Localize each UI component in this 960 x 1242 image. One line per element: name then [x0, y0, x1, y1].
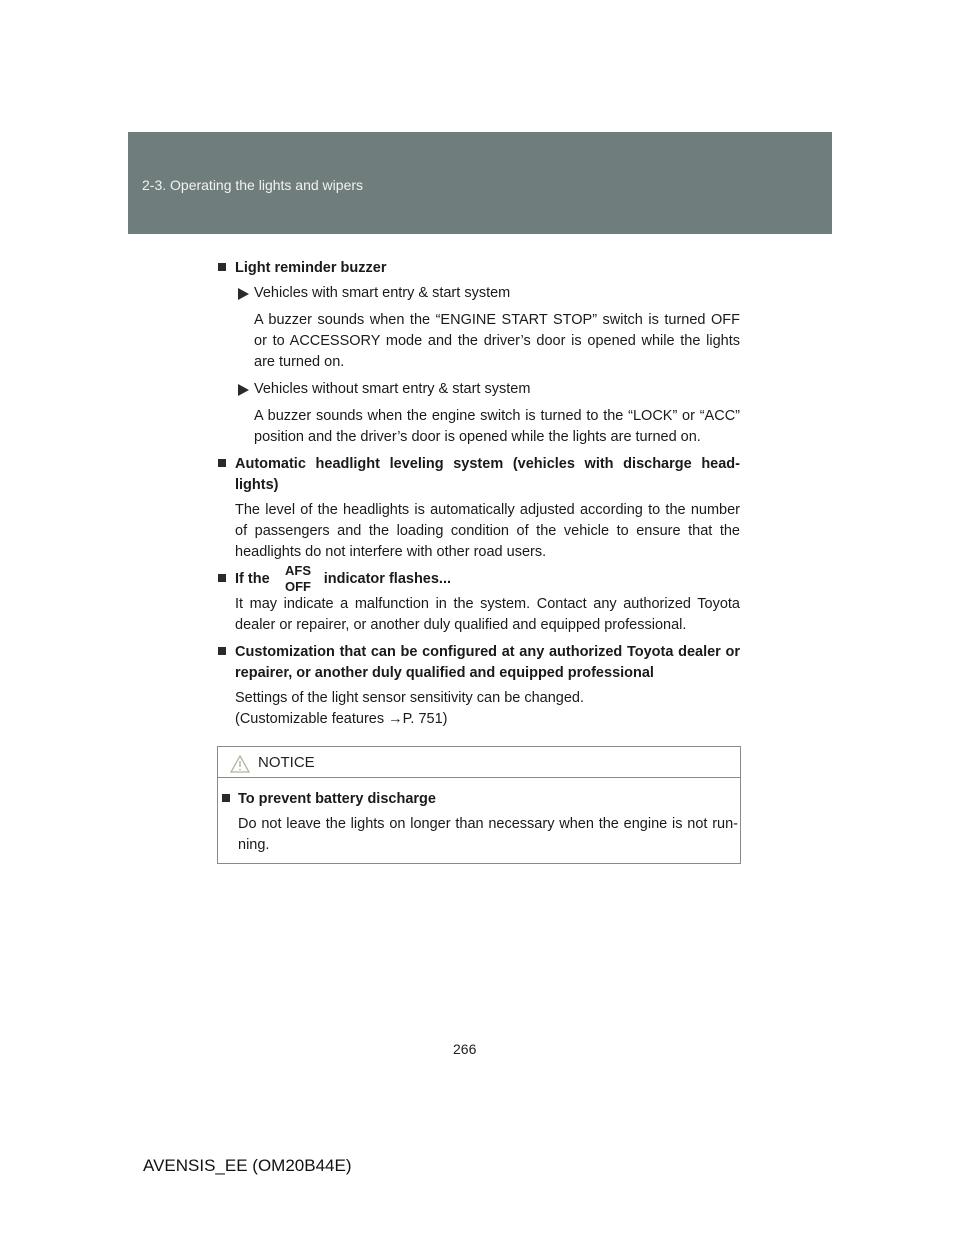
- notice-title: NOTICE: [258, 754, 315, 771]
- custom-text-line2: (Customizable features →P. 751): [235, 711, 448, 727]
- custom-text-line1: Settings of the light sensor sensitivity can be changed.: [235, 690, 585, 706]
- buzzer-title: Light reminder buzzer: [235, 260, 387, 276]
- triangle-bullet-icon: [238, 384, 249, 396]
- section-title: 2-3. Operating the lights and wipers: [142, 177, 364, 193]
- document-id: AVENSIS_EE (OM20B44E): [143, 1156, 352, 1175]
- custom-title: Customization that can be configured at any authorized Toyota dealer or repairer, or another duly qualified and equipped professional: [235, 644, 740, 681]
- square-bullet-icon: [218, 647, 226, 655]
- leveling-text: The level of the headlights is automatically adjusted according to the number of passengers and the loading condition of the vehicle to ensure that the headlights do not interfere with other road users.: [235, 502, 740, 560]
- afs-text: It may indicate a malfunction in the system. Contact any authorized Toyota dealer or repairer, or another duly qualified and equipped professional.: [235, 596, 740, 633]
- smart-entry-text: A buzzer sounds when the “ENGINE START STOP” switch is turned OFF or to ACCESSORY mode and the driver’s door is opened while the lights are turned on.: [254, 312, 740, 370]
- svg-text:AFS: AFS: [284, 563, 311, 579]
- triangle-bullet-icon: [238, 288, 249, 300]
- page-number: 266: [453, 1041, 477, 1057]
- square-bullet-icon: [218, 263, 226, 271]
- smart-entry-label: Vehicles with smart entry & start system: [254, 285, 511, 301]
- square-bullet-icon: [218, 574, 226, 582]
- notice-item-text: Do not leave the lights on longer than necessary when the engine is not run-ning.: [238, 816, 738, 853]
- section-customization: [218, 642, 740, 730]
- notice-box: [217, 746, 741, 864]
- notice-item-title: To prevent battery discharge: [238, 791, 436, 807]
- leveling-title: Automatic headlight leveling system (vehicles with discharge head-lights): [235, 456, 740, 493]
- warning-triangle-icon: [230, 755, 250, 773]
- section-afs-indicator: [218, 563, 740, 636]
- section-headlight-leveling: [218, 454, 740, 563]
- no-smart-entry-text: A buzzer sounds when the engine switch is turned to the “LOCK” or “ACC” position and the driver’s door is opened while the lights are turned on.: [254, 408, 740, 445]
- section-light-reminder-buzzer: [218, 258, 740, 448]
- notice-header: [218, 747, 740, 778]
- notice-body: [220, 789, 738, 862]
- afs-off-indicator-icon: [280, 561, 316, 595]
- square-bullet-icon: [222, 794, 230, 802]
- main-content: [218, 258, 740, 736]
- afs-title-after: indicator flashes...: [323, 571, 452, 587]
- square-bullet-icon: [218, 459, 226, 467]
- no-smart-entry-label: Vehicles without smart entry & start system: [254, 381, 531, 397]
- afs-title-before: If the: [235, 571, 270, 587]
- svg-text:OFF: OFF: [284, 579, 311, 595]
